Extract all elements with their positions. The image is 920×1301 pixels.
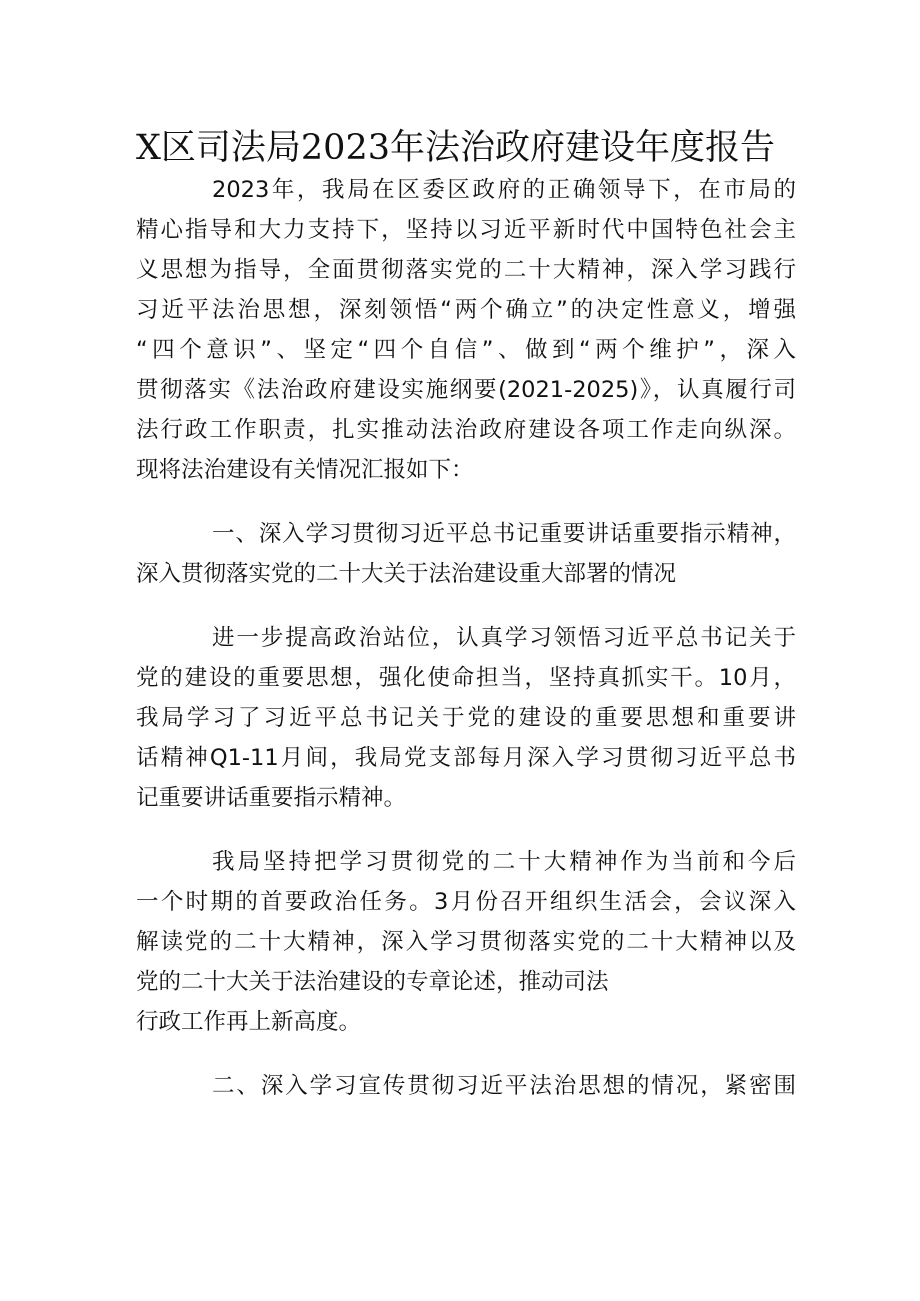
section-heading-1 <box>136 514 796 594</box>
text-line: 我局坚持把学习贯彻党的二十大精神作为当前和今后 <box>212 849 796 875</box>
text-line: 进一步提高政治站位，认真学习领悟习近平总书记关于 <box>212 625 796 651</box>
text-line: 行政工作再上新高度。 <box>136 1009 362 1035</box>
text-line: 义思想为指导，全面贯彻落实党的二十大精神，深入学习践行 <box>136 257 796 283</box>
paragraph-intro <box>136 170 796 490</box>
paragraph-1 <box>136 618 796 818</box>
text-line: 贯彻落实《法治政府建设实施纲要(2021-2025)》，认真履行司 <box>136 377 796 403</box>
text-line: 记重要讲话重要指示精神。 <box>136 785 407 811</box>
text-line: 党的建设的重要思想，强化使命担当，坚持真抓实干。10月， <box>136 665 796 691</box>
text-line: 我局学习了习近平总书记关于党的建设的重要思想和重要讲 <box>136 705 796 731</box>
text-line: 习近平法治思想，深刻领悟“两个确立”的决定性意义，增强 <box>136 297 796 323</box>
text-line: 话精神Q1-11月间，我局党支部每月深入学习贯彻习近平总书 <box>136 745 796 771</box>
text-line: 现将法治建设有关情况汇报如下： <box>136 457 474 483</box>
text-line: 二、深入学习宣传贯彻习近平法治思想的情况，紧密围 <box>212 1073 796 1099</box>
text-line: 一个时期的首要政治任务。3月份召开组织生活会，会议深入 <box>136 889 796 915</box>
paragraph-2 <box>136 842 796 1042</box>
document-body <box>136 170 796 1106</box>
text-line: 2023年，我局在区委区政府的正确领导下，在市局的 <box>212 177 796 203</box>
text-line: 一、深入学习贯彻习近平总书记重要讲话重要指示精神， <box>212 521 796 547</box>
text-line: 法行政工作职责，扎实推动法治政府建设各项工作走向纵深。 <box>136 417 796 443</box>
text-line: 精心指导和大力支持下，坚持以习近平新时代中国特色社会主 <box>136 217 796 243</box>
text-line: 解读党的二十大精神，深入学习贯彻落实党的二十大精神以及 <box>136 929 796 955</box>
text-line: “四个意识”、坚定“四个自信”、做到“两个维护”，深入 <box>136 337 796 363</box>
text-line: 深入贯彻落实党的二十大关于法治建设重大部署的情况 <box>136 561 677 587</box>
document-title: X区司法局2023年法治政府建设年度报告 <box>136 128 775 168</box>
text-line: 党的二十大关于法治建设的专章论述，推动司法 <box>136 969 609 995</box>
section-heading-2 <box>136 1066 796 1106</box>
